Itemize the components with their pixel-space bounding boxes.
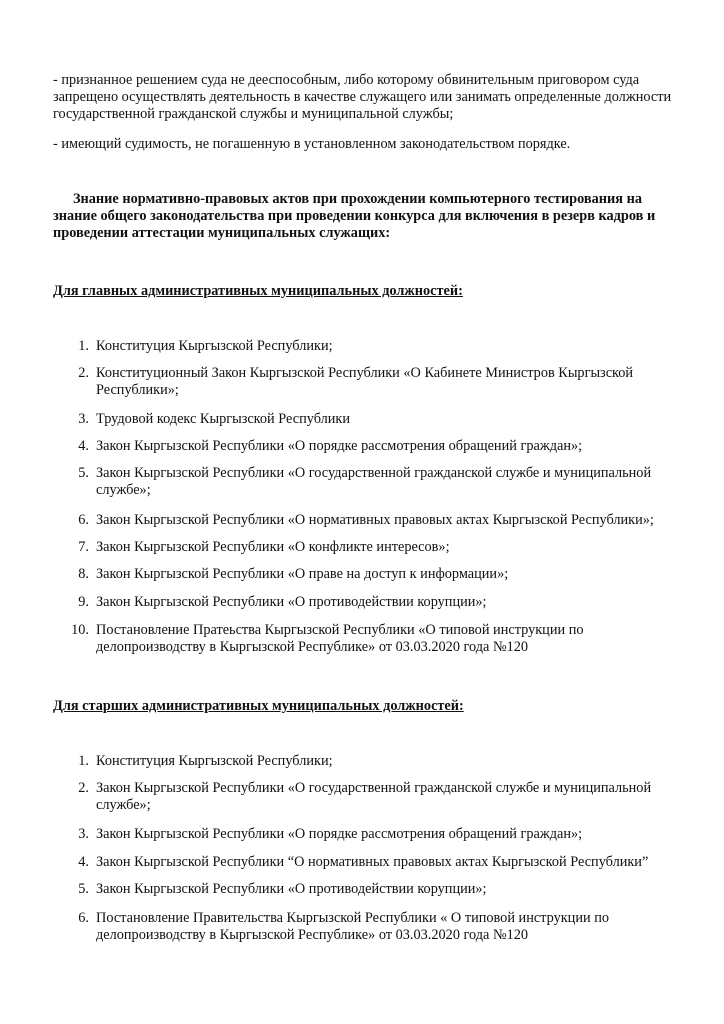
list-item — [53, 566, 683, 583]
list-item — [53, 881, 683, 898]
list-item — [53, 826, 683, 843]
list-item-text: Закон Кыргызской Республики «О конфликте интересов»; — [96, 539, 450, 555]
list-item — [53, 338, 683, 355]
list-item-number: 7. — [78, 539, 89, 555]
list-item-text: Закон Кыргызской Республики «О нормативных правовых актах Кыргызской Республики»; — [96, 512, 654, 528]
list-item-number: 9. — [78, 594, 89, 610]
list-item — [53, 365, 683, 399]
list-item-text: Закон Кыргызской Республики «О государственной гражданской службе и муниципальной службе»; — [96, 465, 652, 498]
list-item-text: Закон Кыргызской Республики «О порядке рассмотрения обращений граждан»; — [96, 438, 583, 454]
list-item — [53, 753, 683, 770]
list-item — [53, 411, 683, 428]
list-item-text: Конституция Кыргызской Республики; — [96, 753, 333, 769]
section-heading: Знание нормативно-правовых актов при прохождении компьютерного тестирования на знание общего законодательства при проведении конкурса для включения в резерв кадров и проведении аттестации муниципальных служащих: — [53, 191, 656, 241]
list-item — [53, 622, 683, 656]
list-item-text: Конституционный Закон Кыргызской Республики «О Кабинете Министров Кыргызской Республики»; — [96, 365, 634, 398]
list-item-text: Закон Кыргызской Республики “О нормативных правовых актах Кыргызской Республики” — [96, 854, 649, 870]
list-item-number: 4. — [78, 438, 89, 454]
list-item-number: 6. — [78, 512, 89, 528]
list-item-number: 2. — [78, 780, 89, 796]
list-item-text: Закон Кыргызской Республики «О противодействии корупции»; — [96, 594, 487, 610]
list-item-text: Постановление Правительства Кыргызской Республики « О типовой инструкции по делопроизводству в Кыргызской Республике» от 03.03.2020 года №120 — [96, 910, 609, 943]
list-item — [53, 594, 683, 611]
list-item-text: Конституция Кыргызской Республики; — [96, 338, 333, 354]
list-item-text: Закон Кыргызской Республики «О порядке рассмотрения обращений граждан»; — [96, 826, 583, 842]
list-item-number: 8. — [78, 566, 89, 582]
list-item — [53, 854, 683, 871]
list-item-number: 1. — [78, 753, 89, 769]
list-item-text: Закон Кыргызской Республики «О противодействии корупции»; — [96, 881, 487, 897]
list-item — [53, 539, 683, 556]
list-item-text: Трудовой кодекс Кыргызской Республики — [96, 411, 350, 427]
list-item-number: 2. — [78, 365, 89, 381]
intro-item-2: - имеющий судимость, не погашенную в установленном законодательством порядке. — [53, 136, 571, 152]
list-item-text: Закон Кыргызской Республики «О праве на доступ к информации»; — [96, 566, 509, 582]
list-item — [53, 465, 683, 499]
list-item — [53, 780, 683, 814]
list-item-number: 1. — [78, 338, 89, 354]
list-item-text: Закон Кыргызской Республики «О государственной гражданской службе и муниципальной службе»; — [96, 780, 652, 813]
main-positions-title: Для главных административных муниципальных должностей: — [53, 283, 463, 299]
list-item — [53, 910, 683, 944]
list-item-number: 5. — [78, 465, 89, 481]
list-item-number: 6. — [78, 910, 89, 926]
list-item-number: 5. — [78, 881, 89, 897]
list-item — [53, 438, 683, 455]
list-item — [53, 512, 683, 529]
list-item-number: 4. — [78, 854, 89, 870]
list-item-number: 3. — [78, 411, 89, 427]
intro-item-1: - признанное решением суда не дееспособным, либо которому обвинительным приговором суда запрещено осуществлять деятельность в качестве служащего или занимать определенные должности государственной гражданской службы и муниципальной службы; — [53, 72, 672, 122]
list-item-text: Постановление Пратеьства Кыргызской Республики «О типовой инструкции по делопроизводству в Кыргызской Республике» от 03.03.2020 года №120 — [96, 622, 584, 655]
list-item-number: 3. — [78, 826, 89, 842]
senior-positions-title: Для старших административных муниципальных должностей: — [53, 698, 464, 714]
list-item-number: 10. — [71, 622, 89, 638]
